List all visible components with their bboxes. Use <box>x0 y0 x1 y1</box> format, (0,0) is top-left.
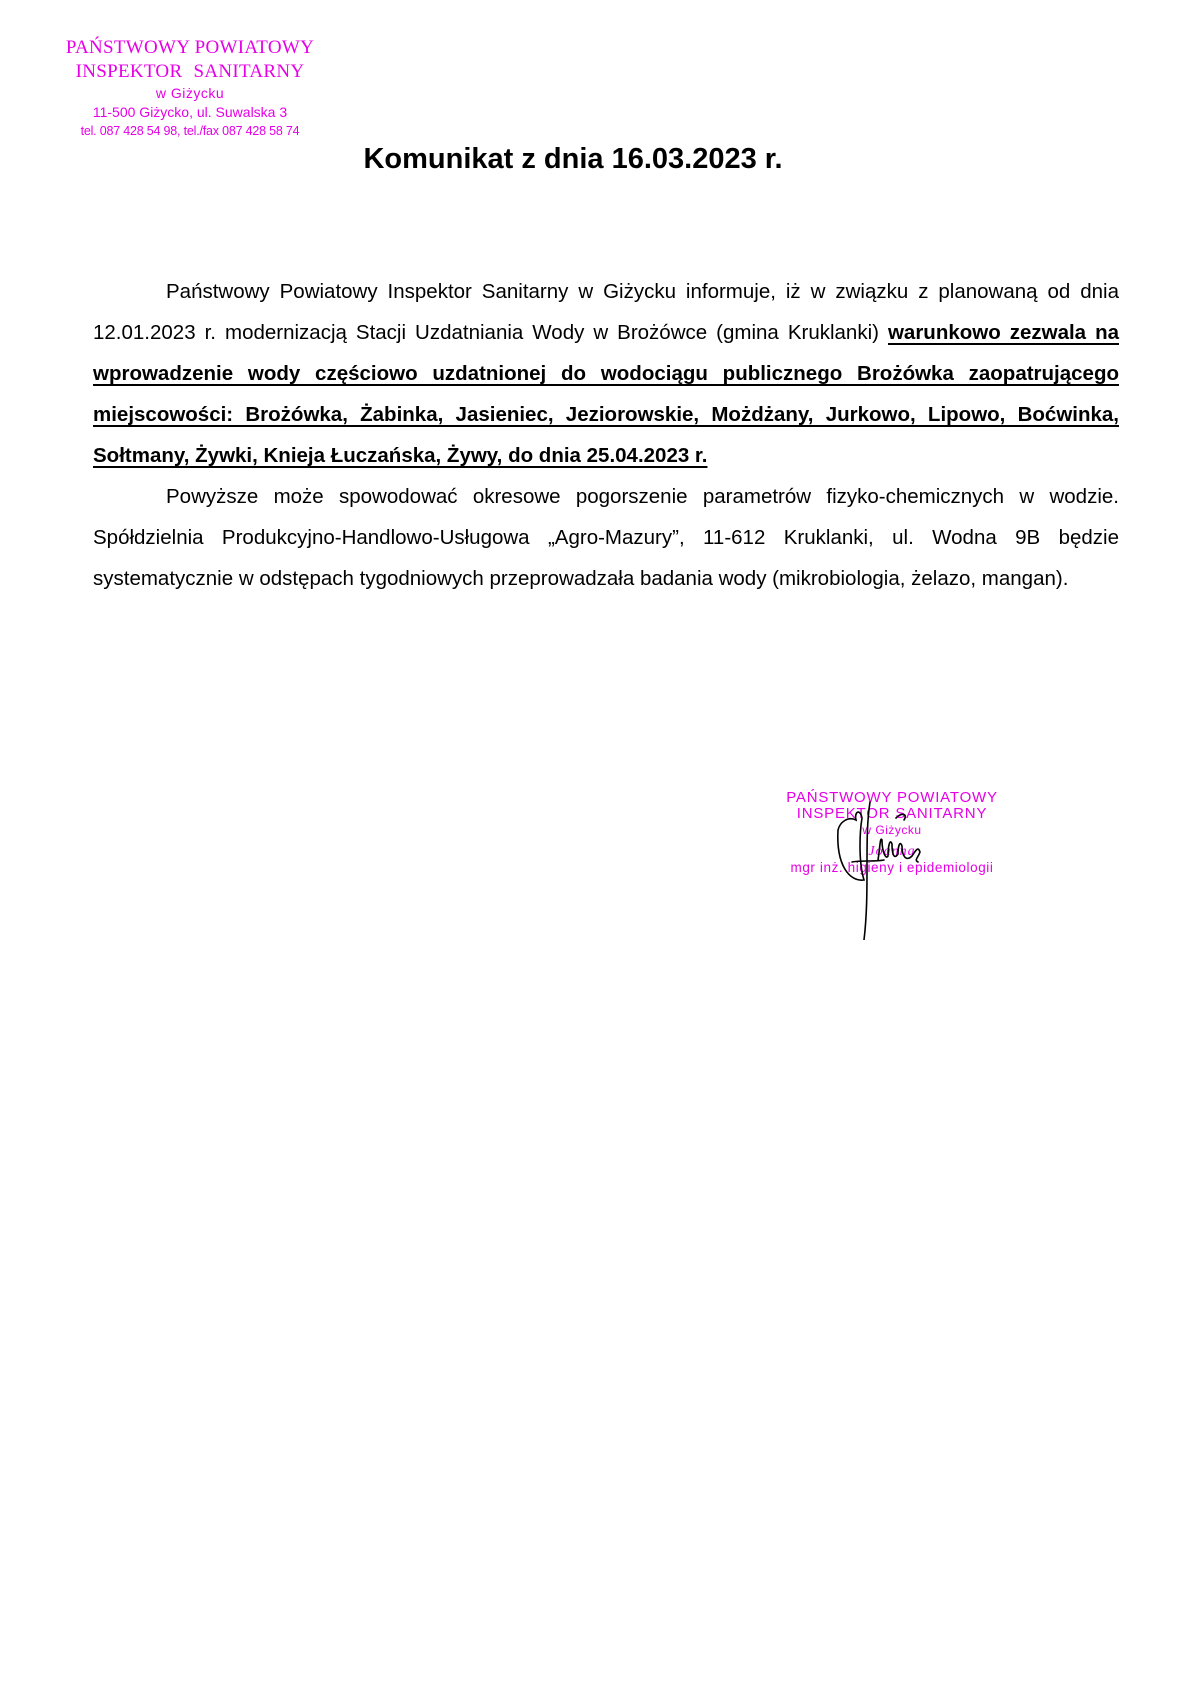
header-stamp <box>40 38 340 138</box>
stamp-office-name: PAŃSTWOWY POWIATOWY <box>65 37 315 58</box>
signature-stamp-qualification: mgr inż. higieny i epidemiologii <box>790 860 994 875</box>
signature-stamp-office-name: PAŃSTWOWY POWIATOWY <box>786 789 998 806</box>
signature-stamp-city: w Giżycku <box>862 823 922 837</box>
paragraph-consequences: Powyższe może spowodować okresowe pogorszenie parametrów fizyko-chemicznych w wodzie. Spółdzielnia Produkcyjno-Handlowo-Usługowa „Agro-Mazury”, 11-612 Kruklanki, ul. Wodna 9B będzie systematycznie w odstępach tygodniowych przeprowadzała badania wody (mikrobiologia, żelazo, mangan). <box>93 485 1119 590</box>
document-title <box>0 143 1198 176</box>
stamp-address: 11-500 Giżycko, ul. Suwalska 3 <box>92 104 288 120</box>
stamp-office-title: INSPEKTOR SANITARNY <box>75 61 305 82</box>
document-title-text: Komunikat z dnia 16.03.2023 r. <box>363 143 783 175</box>
document-body <box>93 271 1119 599</box>
signature-stamp-signatory: Joanna <box>868 844 916 859</box>
stamp-city: w Giżycku <box>155 85 225 101</box>
paragraph-announcement <box>93 271 1119 476</box>
announcement-intro: Państwowy Powiatowy Inspektor Sanitarny w Giżycku informuje, iż w związku z planowaną od dnia 12.01.2023 r. modernizacją Stacji Uzdatniania Wody w Brożówce (gmina Kruklanki) <box>93 280 1119 344</box>
handwritten-signature-icon <box>830 800 940 940</box>
signature-stamp-office-title: INSPEKTOR SANITARNY <box>796 805 988 822</box>
announcement-decision: warunkowo zezwala na wprowadzenie wody częściowo uzdatnionej do wodociągu publicznego Brożówka zaopatrującego miejscowości: Brożówka, Żabinka, Jasieniec, Jeziorowskie, Możdżany, Jurkowo, Lipowo, Boćwinka, Sołtmany, Żywki, Knieja Łuczańska, Żywy, do dnia 25.04.2023 r. <box>93 321 1119 467</box>
stamp-phone: tel. 087 428 54 98, tel./fax 087 428 58 74 <box>80 124 300 138</box>
